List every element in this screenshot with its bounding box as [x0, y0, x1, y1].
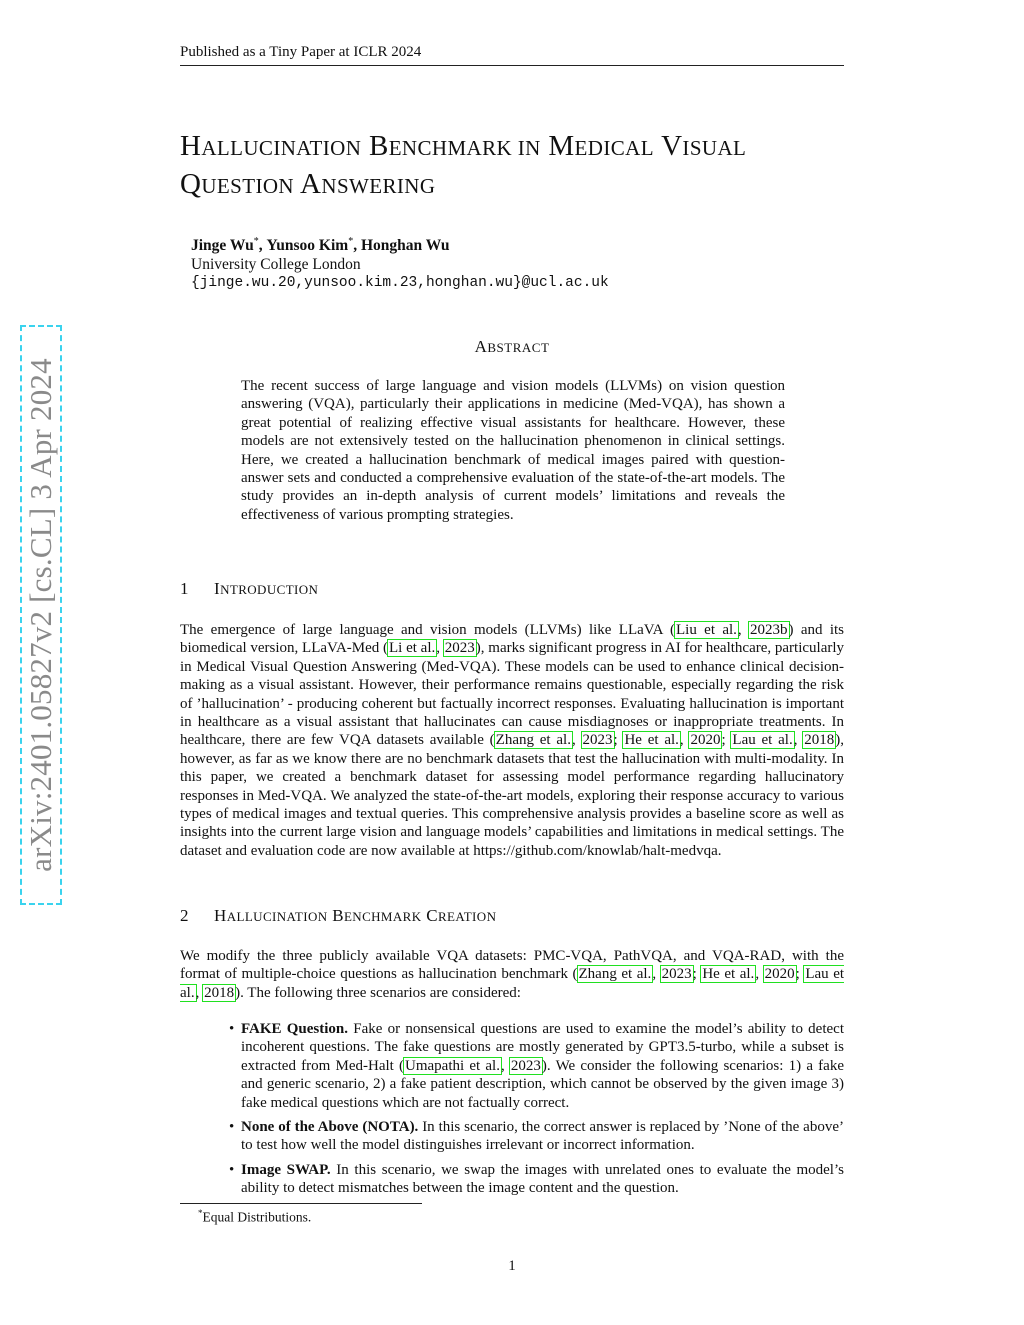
affiliation: University College London	[191, 256, 361, 274]
footnote	[198, 1208, 311, 1226]
title-line-2	[180, 166, 860, 204]
text-run: The emergence of large language and vision models (LLVMs) like LLaVA (	[180, 622, 676, 638]
list-item-title: FAKE Question.	[241, 1021, 349, 1037]
text-run: In this scenario, the correct answer is replaced by ’None of the above’ to test how well the model distinguishes irrelevant or incorrect information.	[241, 1119, 844, 1154]
author-block	[191, 232, 609, 293]
running-header: Published as a Tiny Paper at ICLR 2024	[180, 44, 422, 60]
title-word: A	[300, 168, 322, 200]
arxiv-stamp[interactable]	[20, 325, 62, 905]
text-run: Fake or nonsensical questions are used to examine the model’s ability to detect incoherent questions. The fake questions are mostly generated by GPT3.5-turbo, while a subset is extracted from Med-Halt (	[241, 1021, 844, 1074]
citation-link[interactable]: Liu et al.	[676, 622, 737, 638]
citation-link[interactable]: 2023	[661, 966, 692, 983]
benchmark-paragraph	[180, 947, 844, 1002]
section-number: 1	[180, 579, 189, 598]
text-run: ,	[571, 732, 582, 749]
title-word: V	[661, 130, 683, 162]
bullet-icon: •	[229, 1161, 235, 1178]
citation-link[interactable]: 2018	[204, 984, 235, 1001]
abstract-text: The recent success of large language and vision models (LLVMs) on vision question answering (VQA), particularly their applications in medicine (Med-VQA), has shown a great potential of realizing effective visual assistants for healthcare. However, these models are not extensively tested on the hallucination phenomenon in clinical settings. Here, we created a hallucination benchmark of medical images paired with question-answer sets and conducted a comprehensive evaluation of the state-of-the-art models. The study provides an in-depth analysis of current models’ limitations and reveals the effectiveness of various prompting strategies.	[241, 378, 785, 523]
section-title-rest: ENCHMARK	[343, 909, 422, 924]
text-run: ,	[195, 984, 204, 1001]
text-run: ,	[755, 966, 764, 983]
abstract-heading	[0, 337, 1024, 357]
text-run: ;	[795, 966, 805, 983]
title-word: M	[548, 130, 575, 162]
title-word: H	[180, 130, 202, 162]
text-run: ). We consider the following scenarios: 1) a fake and generic scenario, 2) a fake patient description, which cannot be observed by the given image 3) fake medical questions which are not factually correct.	[241, 1057, 844, 1111]
text-run: ) and its biomedical version, LLaVA-Med (	[180, 622, 845, 657]
text-run: ,	[500, 1057, 510, 1074]
text-run: ). The following three scenarios are considered:	[235, 984, 521, 1001]
author-names: Jinge Wu*, Yunsoo Kim*, Honghan Wu	[191, 236, 450, 255]
text-run: ;	[613, 732, 624, 749]
abstract-heading-rest: BSTRACT	[487, 340, 550, 355]
title-word: UESTION	[201, 174, 294, 198]
text-run: ,	[652, 966, 661, 983]
bullet-icon: •	[229, 1119, 235, 1136]
footnote-marker: *	[198, 1208, 203, 1218]
abstract-heading-cap: A	[474, 337, 488, 356]
section-title-cap: C	[426, 906, 438, 925]
footnote-marker: *	[348, 236, 354, 247]
citation-link[interactable]: Lau et al.	[732, 732, 793, 749]
citation-link[interactable]: Zhang et al.	[495, 732, 571, 749]
citation-link[interactable]: 2020	[764, 966, 795, 983]
author-name: Jinge Wu	[191, 237, 254, 255]
section-title-rest: REATION	[437, 909, 497, 924]
author-emails: {jinge.wu.20,yunsoo.kim.23,honghan.wu}@ucl.ac.uk	[191, 275, 609, 292]
text-run: ;	[692, 966, 702, 983]
section-title-cap: H	[214, 906, 227, 925]
text-run: ;	[721, 732, 732, 749]
section-heading-introduction	[180, 579, 318, 599]
arxiv-id: arXiv:2401.05827v2 [cs.CL] 3 Apr 2024	[23, 358, 58, 872]
author-name: Yunsoo Kim	[266, 237, 349, 255]
scenario-list	[229, 1020, 844, 1204]
text-run: In this scenario, we swap the images with unrelated ones to evaluate the model’s ability to detect mismatches between the image content and the question.	[241, 1161, 844, 1197]
text-run: ,	[737, 622, 750, 638]
title-word: ALLUCINATION	[201, 136, 362, 160]
citation-link[interactable]: Umapathi et al.	[405, 1057, 500, 1074]
title-line-1	[180, 128, 860, 166]
section-heading-benchmark	[180, 906, 496, 926]
title-word: ISUAL	[682, 136, 747, 160]
title-word: NSWERING	[321, 174, 436, 198]
section-title-rest: ALLUCINATION	[226, 909, 328, 924]
section-title-cap: I	[214, 579, 221, 598]
citation-link[interactable]: 2023	[510, 1057, 541, 1074]
citation-link[interactable]: 2023	[444, 640, 475, 657]
introduction-paragraph	[180, 621, 844, 860]
title-word: B	[368, 130, 389, 162]
list-item	[229, 1118, 844, 1155]
bullet-icon: •	[229, 1021, 235, 1037]
author-name: Honghan Wu	[360, 237, 450, 255]
citation-link[interactable]: Lau et al.	[180, 966, 845, 1001]
footnote-text: Equal Distributions.	[202, 1209, 312, 1225]
citation-link[interactable]: 2018	[804, 732, 835, 749]
text-run: ,	[679, 732, 690, 749]
section-title-cap: B	[332, 906, 344, 925]
list-item-title: None of the Above (NOTA).	[241, 1119, 419, 1136]
footnote-marker: *	[253, 236, 259, 247]
header-rule	[180, 65, 844, 66]
title-word: Q	[180, 168, 202, 200]
citation-link[interactable]: Zhang et al.	[578, 966, 652, 983]
list-item-title: Image SWAP.	[241, 1161, 331, 1178]
title-word: ENCHMARK IN	[388, 136, 541, 160]
citation-link[interactable]: 2020	[690, 732, 721, 749]
text-run: ), however, as far as we know there are no benchmark datasets that test the hallucination with multi-modality. In this paper, we created a benchmark dataset for assessing model performance regarding hallucinatory responses in Med-VQA. We analyzed the state-of-the-art models, exploring their response accuracy to various types of medical images and textual queries. This comprehensive analysis provides a baseline score as well as insights into the current large vision and language models’ capabilities and limitations in medical settings. The dataset and evaluation code are now available at https://github.com/knowlab/halt-medvqa.	[180, 732, 845, 859]
paper-title	[180, 128, 860, 204]
list-item	[229, 1161, 844, 1198]
citation-link[interactable]: He et al.	[702, 966, 755, 983]
citation-link[interactable]: He et al.	[624, 732, 679, 749]
title-word: EDICAL	[574, 136, 654, 160]
text-run: We modify the three publicly available VQA datasets: PMC-VQA, PathVQA, and VQA-RAD, with the format of multiple-choice questions as hallucination benchmark (	[180, 948, 844, 983]
text-run: ), marks significant progress in AI for healthcare, particularly in Medical Visual Question Answering (Med-VQA). These models can be used to enhance clinical decision-making as a visual assistant. However, their performance remains questionable, especially regarding the risk of ’hallucination’ - producing coherent but factually incorrect responses. Evaluating hallucination is important in healthcare as a visual assistant that hallucinates can cause misdiagnoses or inappropriate treatments. In healthcare, there are few VQA datasets available (	[180, 640, 845, 749]
text-run: ,	[793, 732, 804, 749]
section-title-rest: NTRODUCTION	[220, 582, 319, 597]
citation-link[interactable]: 2023	[582, 732, 613, 749]
citation-link[interactable]: Li et al.	[389, 640, 436, 657]
citation-link[interactable]: 2023b	[750, 622, 788, 638]
footnote-rule	[180, 1203, 422, 1204]
section-number: 2	[180, 906, 189, 925]
page-number: 1	[508, 1258, 516, 1274]
list-item	[229, 1020, 844, 1112]
text-run: ,	[436, 640, 444, 657]
